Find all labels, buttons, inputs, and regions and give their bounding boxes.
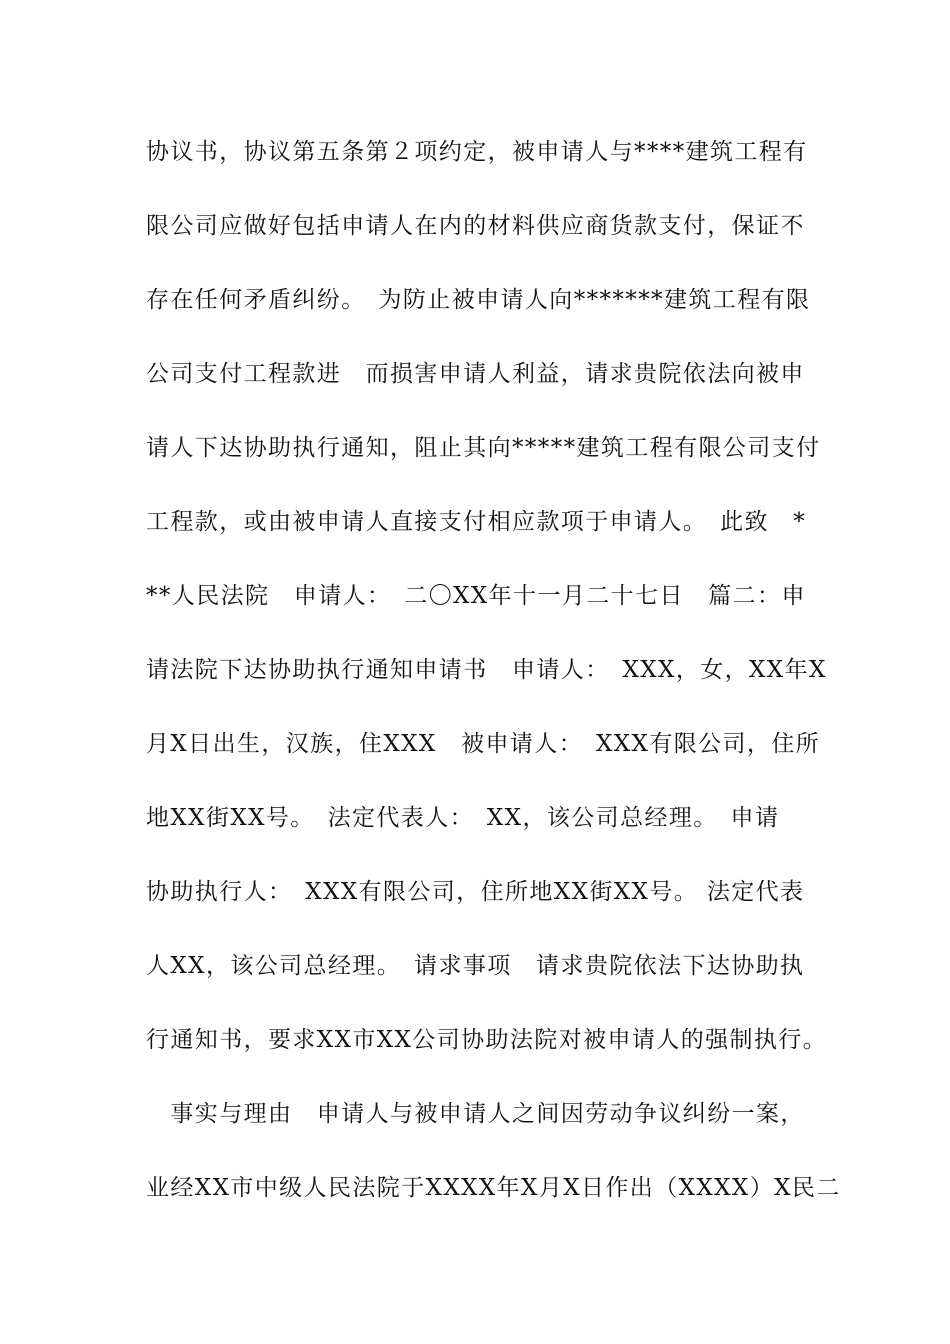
text-line-13: 行通知书，要求XX市XX公司协助法院对被申请人的强制执行。 — [146, 1027, 828, 1053]
text-line-4: 公司支付工程款进 而损害申请人利益，请求贵院依法向被申 — [146, 361, 805, 387]
text-line-1: 协议书，协议第五条第２项约定，被申请人与****建筑工程有 — [146, 139, 808, 165]
text-line-15: 业经XX市中级人民法院于XXXX年X月X日作出（XXXX）X民二 — [146, 1175, 841, 1201]
text-line-14: 事实与理由 申请人与被申请人之间因劳动争议纠纷一案， — [146, 1101, 805, 1127]
text-line-3: 存在任何矛盾纠纷。 为防止被申请人向*******建筑工程有限 — [146, 287, 811, 313]
document-body — [146, 132, 841, 1242]
text-line-8: 请法院下达协助执行通知申请书 申请人： XXX，女，XX年X — [146, 657, 827, 683]
text-line-12: 人XX，该公司总经理。 请求事项 请求贵院依法下达协助执 — [146, 953, 805, 979]
text-line-2: 限公司应做好包括申请人在内的材料供应商货款支付，保证不 — [146, 213, 805, 239]
text-line-7: **人民法院 申请人： 二〇XX年十一月二十七日 篇二：申 — [146, 583, 806, 609]
text-line-6: 工程款，或由被申请人直接支付相应款项于申请人。 此致 * — [146, 509, 807, 535]
text-line-10: 地XX街XX号。 法定代表人： XX，该公司总经理。 申请 — [146, 805, 780, 831]
text-line-11: 协助执行人： XXX有限公司，住所地XX街XX号。 法定代表 — [146, 879, 805, 905]
text-line-5: 请人下达协助执行通知，阻止其向*****建筑工程有限公司支付 — [146, 435, 821, 461]
text-line-9: 月X日出生，汉族，住XXX 被申请人： XXX有限公司，住所 — [146, 731, 821, 757]
